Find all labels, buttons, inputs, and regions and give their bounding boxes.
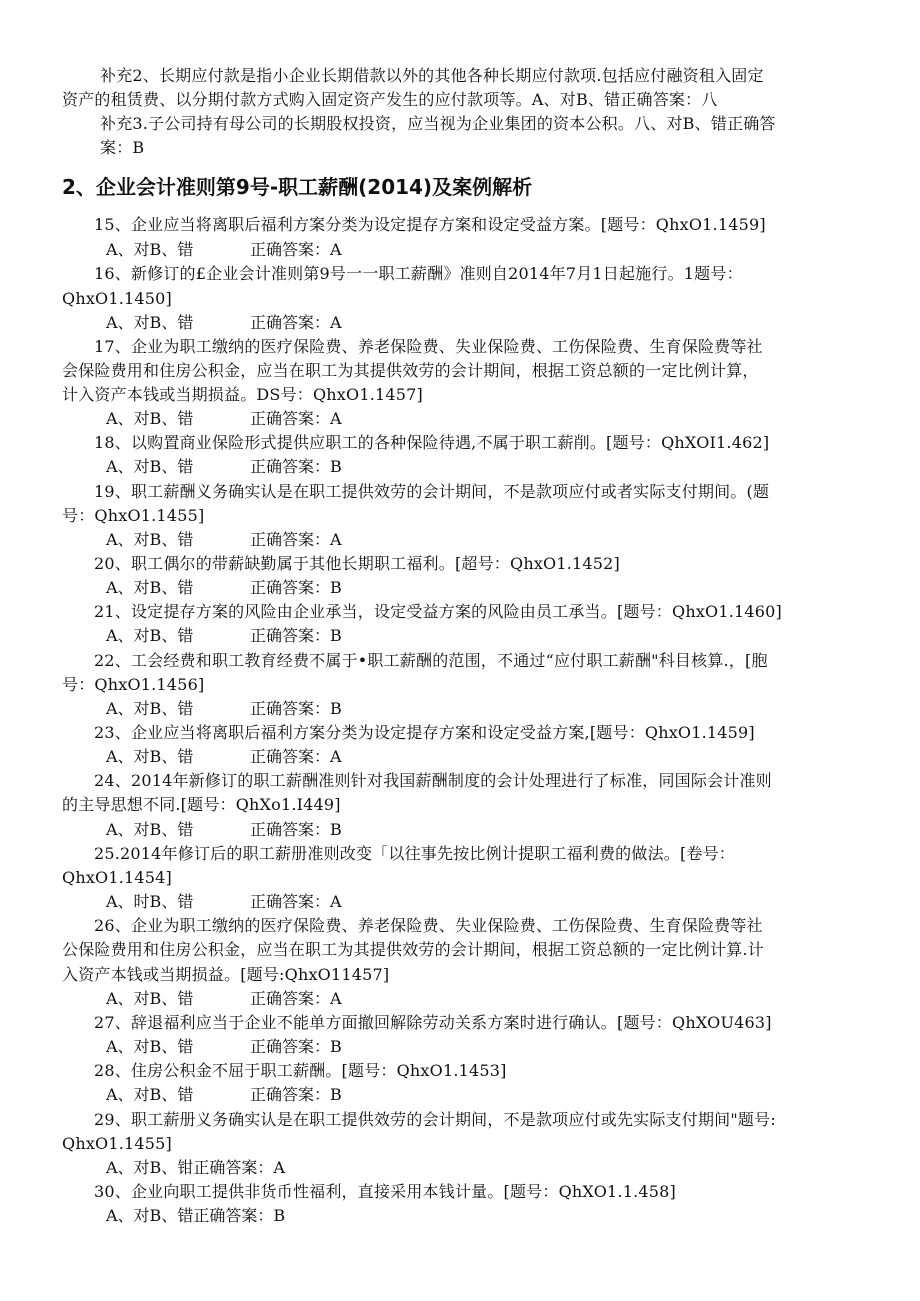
answer-options: A、对B、错 <box>106 699 194 718</box>
correct-answer: 正确答案：A <box>250 892 342 911</box>
question-continuation: QhxO1.1450] <box>62 289 172 308</box>
question-text: 21、设定提存方案的风险由企业承当，设定受益方案的风险由员工承当。[题号：QhxO1.1460] <box>94 602 782 621</box>
question-text: 24、2014年新修订的职工薪酬准则针对我国薪酬制度的会计处理进行了标准，同国际会计准则 <box>94 771 772 790</box>
question-continuation: 号：QhxO1.1456] <box>62 675 205 694</box>
answer-row <box>106 1204 285 1228</box>
question-text: 29、职工薪册义务确实认是在职工提供效劳的会计期间，不是款项应付或先实际支付期间"题号: <box>94 1110 776 1129</box>
answer-options: A、对B、错 <box>106 820 194 839</box>
answer-row <box>106 407 342 431</box>
question-line2: 会保险费用和住房公积金，应当在职工为其提供效劳的会计期间，根据工资总额的一定比例计算， <box>62 361 759 380</box>
question-continuation: QhxO1.1454] <box>62 868 172 887</box>
correct-answer: 正确答案：B <box>250 699 342 718</box>
answer-row <box>106 624 342 648</box>
correct-answer: 正确答案：A <box>250 747 342 766</box>
answer-options-and-answer: A、对B、钳正确答案：A <box>106 1158 285 1177</box>
answer-row <box>106 576 342 600</box>
supplement-3-line1: 补充3.子公司持有母公司的长期股权投资，应当视为企业集团的资本公积。八、对B、错正确答 <box>100 114 776 133</box>
answer-row <box>106 818 342 842</box>
answer-row <box>106 528 342 552</box>
correct-answer: 正确答案：B <box>250 1037 342 1056</box>
answer-row <box>106 1035 342 1059</box>
question-line3: 计入资产本钱或当期损益。DS号：QhxO1.1457] <box>62 385 423 404</box>
question-text: 16、新修订的£企业会计准则第9号一一职工薪酬》准则自2014年7月1日起施行。1题号： <box>94 264 743 283</box>
supplement-3-line2: 案：B <box>100 138 145 157</box>
answer-options: A、对B、错 <box>106 457 194 476</box>
question-text: 19、职工薪酬义务确实认是在职工提供效劳的会计期间，不是款项应付或者实际支付期间。(题 <box>94 482 770 501</box>
supplement-2-line1: 补充2、长期应付款是指小企业长期借款以外的其他各种长期应付款项.包括应付融资租入固定 <box>100 66 764 85</box>
question-text: 22、工会经费和职工教育经费不属于•职工薪酬的范围，不通过“应付职工薪酬"科目核算.，[胞 <box>94 651 768 670</box>
question-line3: 入资产本钱或当期损益。[题号:QhxO11457] <box>62 965 390 984</box>
section-heading: 2、企业会计准则第9号-职工薪酬(2014)及案例解析 <box>62 175 533 199</box>
answer-row <box>106 455 342 479</box>
answer-row <box>106 745 342 769</box>
question-line2: 公保险费用和住房公积金，应当在职工为其提供效劳的会计期间，根据工资总额的一定比例计算.计 <box>62 940 764 959</box>
correct-answer: 正确答案：A <box>250 530 342 549</box>
answer-row <box>106 1083 342 1107</box>
question-text: 30、企业向职工提供非货币性福利，直接采用本钱计量。[题号：QhXO1.1.458] <box>94 1182 676 1201</box>
answer-row <box>106 1156 285 1180</box>
question-text: 27、辞退福利应当于企业不能单方面撤回解除劳动关系方案时进行确认。[题号：QhXOU463] <box>94 1013 772 1032</box>
question-text: 18、以购置商业保险形式提供应职工的各种保险待遇,不属于职工薪削。[题号：QhXOI1.462] <box>94 433 770 452</box>
answer-options: A、对B、错 <box>106 530 194 549</box>
question-text: 17、企业为职工缴纳的医疗保险费、养老保险费、失业保险费、工伤保险费、生育保险费等社 <box>94 337 763 356</box>
answer-options-and-answer: A、对B、错正确答案：B <box>106 1206 286 1225</box>
answer-options: A、对B、错 <box>106 409 194 428</box>
question-text: 25.2014年修订后的职工薪册准则改变「以往事先按比例计提职工福利费的做法。[卷号： <box>94 844 736 863</box>
correct-answer: 正确答案：B <box>250 820 342 839</box>
correct-answer: 正确答案：B <box>250 626 342 645</box>
answer-row <box>106 311 342 335</box>
supplement-2-line2: 资产的租赁费、以分期付款方式购入固定资产发生的应付款项等。A、对B、错正确答案：八 <box>62 90 718 109</box>
question-line2: 的主导思想不同.[题号：QhXo1.I449] <box>62 795 341 814</box>
question-text: 28、住房公积金不屈于职工薪酬。[题号：QhxO1.1453] <box>94 1061 507 1080</box>
answer-options: A、对B、错 <box>106 989 194 1008</box>
question-text: 15、企业应当将离职后福利方案分类为设定提存方案和设定受益方案。[题号：QhxO1.1459] <box>94 215 766 234</box>
correct-answer: 正确答案：B <box>250 457 342 476</box>
correct-answer: 正确答案：A <box>250 240 342 259</box>
answer-options: A、对B、错 <box>106 313 194 332</box>
correct-answer: 正确答案：B <box>250 1085 342 1104</box>
question-text: 26、企业为职工缴纳的医疗保险费、养老保险费、失业保险费、工伤保险费、生育保险费等社 <box>94 916 763 935</box>
answer-row <box>106 697 342 721</box>
question-continuation: 号：QhxO1.1455] <box>62 506 205 525</box>
answer-row <box>106 238 342 262</box>
correct-answer: 正确答案：B <box>250 578 342 597</box>
correct-answer: 正确答案：A <box>250 989 342 1008</box>
answer-row <box>106 987 342 1011</box>
correct-answer: 正确答案：A <box>250 409 342 428</box>
answer-options: A、对B、错 <box>106 240 194 259</box>
correct-answer: 正确答案：A <box>250 313 342 332</box>
question-text: 20、职工偶尔的带薪缺勤属于其他长期职工福利。[超号：QhxO1.1452] <box>94 554 620 573</box>
answer-options: A、对B、错 <box>106 578 194 597</box>
answer-options: A、对B、错 <box>106 747 194 766</box>
answer-options: A、对B、错 <box>106 1085 194 1104</box>
answer-row <box>106 890 342 914</box>
answer-options: A、对B、错 <box>106 1037 194 1056</box>
answer-options: A、对B、错 <box>106 626 194 645</box>
question-text: 23、企业应当将离职后福利方案分类为设定提存方案和设定受益方案,[题号：QhxO1.1459] <box>94 723 755 742</box>
answer-options: A、时B、错 <box>106 892 194 911</box>
question-continuation: QhxO1.1455] <box>62 1134 172 1153</box>
